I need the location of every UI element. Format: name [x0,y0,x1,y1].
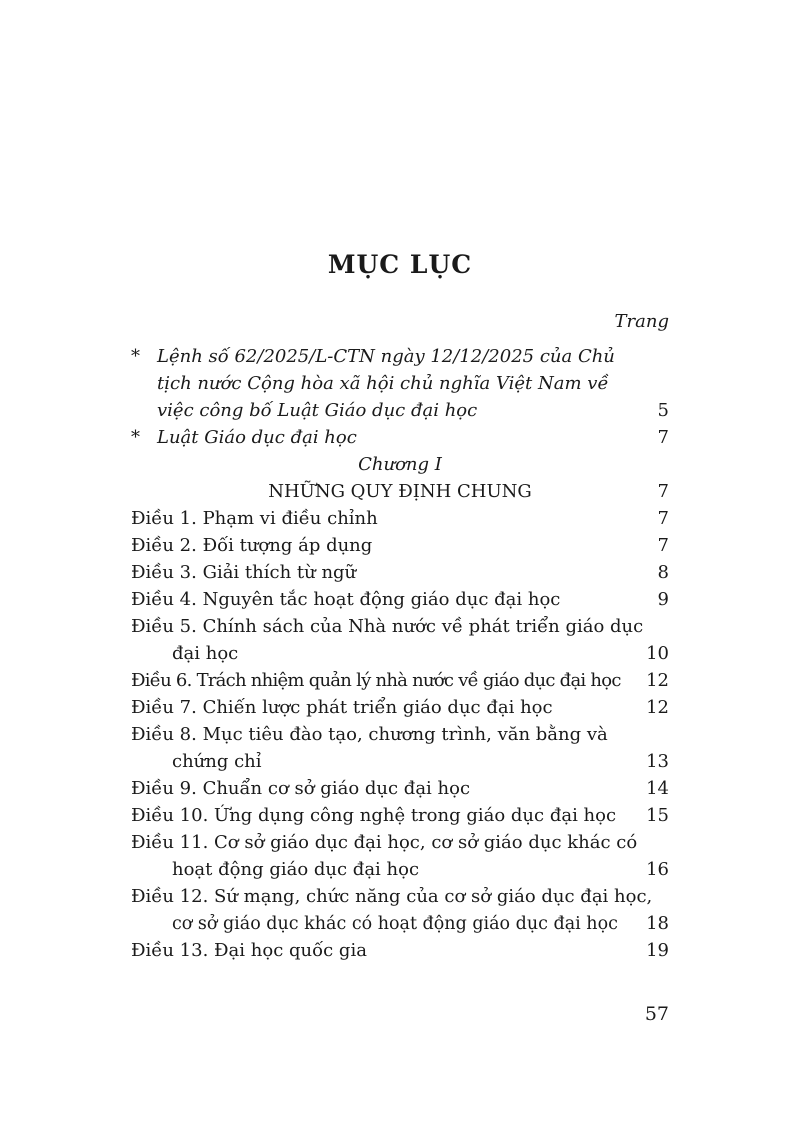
toc-article-12[interactable] [131,883,669,937]
toc-article-7[interactable] [131,694,669,721]
toc-page-number: 15 [646,805,669,826]
toc-entry-text: Luật Giáo dục đại học [157,427,357,448]
bullet-star-icon: * [131,427,140,448]
toc-article-text: cơ sở giáo dục khác có hoạt động giáo dục đại học [172,914,618,934]
bullet-star-icon: * [131,346,140,367]
toc-page-number: 7 [657,535,669,556]
toc-page-number: 7 [657,481,669,502]
toc-article-text: đại học [172,643,239,664]
toc-chapter[interactable] [131,451,669,505]
toc-page-number: 16 [646,859,669,880]
toc-article-text: Điều 7. Chiến lược phát triển giáo dục đại học [131,697,553,718]
page-title: MỤC LỤC [327,250,473,279]
toc-article-text: Điều 9. Chuẩn cơ sở giáo dục đại học [131,778,471,799]
toc-article-4[interactable] [131,586,669,613]
toc-article-6[interactable] [131,667,669,694]
toc-entry-text: việc công bố Luật Giáo dục đại học [157,400,478,421]
toc-article-text: Điều 5. Chính sách của Nhà nước về phát triển giáo dục [131,616,644,637]
toc-page-number: 19 [646,940,669,961]
toc-entry-text: tịch nước Cộng hòa xã hội chủ nghĩa Việt Nam về [157,373,609,394]
toc-entry-decree[interactable] [131,343,669,424]
toc-page-number: 13 [646,751,669,772]
toc-article-9[interactable] [131,775,669,802]
toc-page-number: 9 [657,589,669,610]
toc-article-text: Điều 10. Ứng dụng công nghệ trong giáo dục đại học [131,805,617,826]
toc-article-text: hoạt động giáo dục đại học [172,859,420,880]
toc-article-text: chứng chỉ [172,751,262,772]
toc-page-number: 5 [657,400,669,421]
toc-article-text: Điều 13. Đại học quốc gia [131,940,367,961]
toc-page-number: 18 [646,913,669,934]
toc-article-text: Điều 3. Giải thích từ ngữ [131,562,357,583]
toc-entry-text: Lệnh số 62/2025/L-CTN ngày 12/12/2025 của Chủ [157,346,615,367]
toc-article-text: Điều 6. Trách nhiệm quản lý nhà nước về giáo dục đại học [131,670,621,691]
toc-article-13[interactable] [131,937,669,964]
toc-article-2[interactable] [131,532,669,559]
toc-page-number: 7 [657,427,669,448]
chapter-label: Chương I [358,454,442,475]
toc-article-text: Điều 1. Phạm vi điều chỉnh [131,508,378,529]
toc-article-text: Điều 11. Cơ sở giáo dục đại học, cơ sở giáo dục khác có [131,832,638,853]
toc-article-text: Điều 2. Đối tượng áp dụng [131,535,373,556]
toc-page-number: 12 [646,670,669,691]
toc-article-10[interactable] [131,802,669,829]
footer-page-number: 57 [644,1003,669,1025]
toc-article-3[interactable] [131,559,669,586]
toc-page-number: 12 [646,697,669,718]
toc-article-text: Điều 8. Mục tiêu đào tạo, chương trình, văn bằng và [131,724,608,745]
toc-article-5[interactable] [131,613,669,667]
toc-article-8[interactable] [131,721,669,775]
toc-article-11[interactable] [131,829,669,883]
page-column-label: Trang [614,311,669,332]
toc-page-number: 7 [657,508,669,529]
toc-article-text: Điều 12. Sứ mạng, chức năng của cơ sở giáo dục đại học, [131,886,653,907]
table-of-contents [131,343,669,964]
toc-article-1[interactable] [131,505,669,532]
toc-article-text: Điều 4. Nguyên tắc hoạt động giáo dục đại học [131,589,561,610]
toc-page-number: 8 [657,562,669,583]
chapter-title: NHỮNG QUY ĐỊNH CHUNG [268,481,532,502]
toc-page-number: 14 [646,778,669,799]
toc-entry-law[interactable] [131,424,669,451]
toc-page-number: 10 [646,643,669,664]
